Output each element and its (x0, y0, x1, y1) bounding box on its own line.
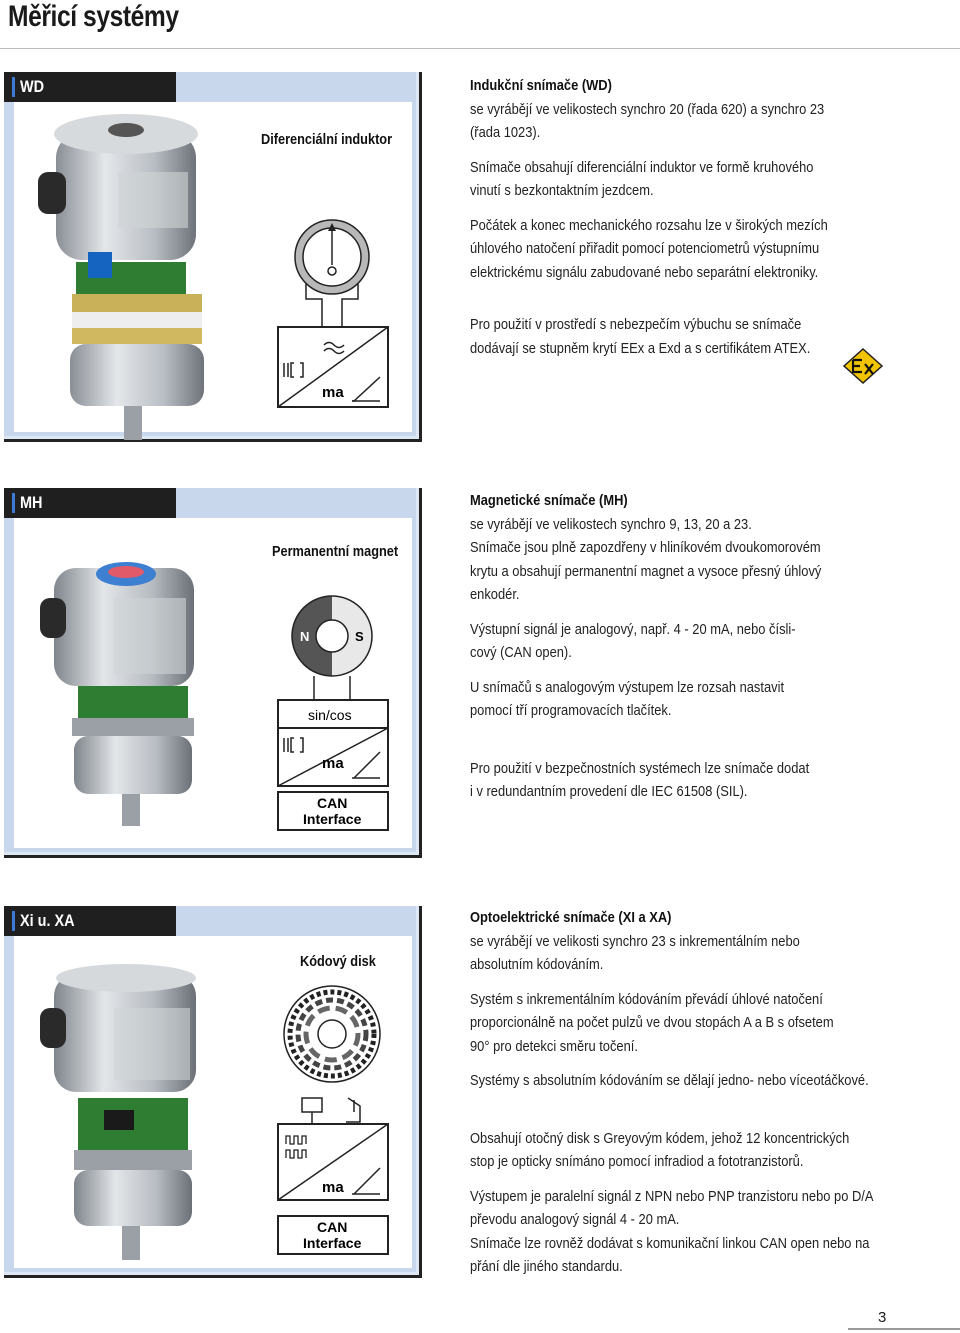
principle-label: Permanentní magnet (272, 543, 399, 560)
paragraph-line: enkodér. (470, 586, 520, 603)
paragraph-line: Snímače obsahují diferenciální induktor ve formě kruhového (470, 158, 814, 176)
heading: Indukční snímače (WD) (470, 77, 612, 94)
paragraph-line: Snímače jsou plně zapozdřeny v hliníkovém dvoukomorovém (470, 539, 821, 556)
south-pole-label: S (355, 629, 364, 644)
paragraph-line: Výstupní signál je analogový, např. 4 - 20 mA, nebo čísli- (470, 620, 796, 638)
paragraph-line: U snímačů s analogovým výstupem lze rozsah nastavit (470, 678, 785, 696)
paragraph-line: absolutním kódováním. (470, 956, 604, 973)
principle-label: Diferenciální induktor (261, 131, 393, 148)
heading: Optoelektrické snímače (XI a XA) (470, 909, 672, 926)
section-tag: Xi u. XA (4, 906, 176, 936)
paragraph-line: Pro použití v bezpečnostních systémech lze snímače dodat (470, 759, 810, 777)
atex-ex-icon (843, 348, 883, 384)
paragraph-line: elektrickému signálu zabudované nebo separátní elektroniky. (470, 263, 819, 281)
principle-label: Kódový disk (300, 953, 376, 970)
paragraph-line: Výstupem je paralelní signál z NPN nebo PNP tranzistoru nebo po D/A (470, 1187, 874, 1205)
sensor-photo-mh (34, 558, 214, 828)
paragraph-line: se vyrábějí ve velikosti synchro 23 s inkrementálním nebo (470, 932, 800, 950)
paragraph-line: dodávají se stupněm krytí EEx a Exd a s certifikátem ATEX. (470, 339, 811, 357)
sincos-label: sin/cos (308, 707, 352, 723)
paragraph-line: (řada 1023). (470, 124, 541, 141)
paragraph-line: Počátek a konec mechanického rozsahu lze v širokých mezích (470, 216, 828, 234)
section-tag: MH (4, 488, 176, 518)
section-xi (4, 906, 422, 1278)
paragraph-line: proporcionálně na počet pulzů ve dvou stopách A a B s ofsetem (470, 1014, 834, 1031)
paragraph-line: přání dle jiného standardu. (470, 1258, 623, 1275)
can-label: CAN (317, 795, 348, 811)
paragraph-line: úhlového natočení přiřadit pomocí potenciometrů výstupnímu (470, 240, 820, 257)
section-text-mh (470, 489, 900, 804)
interface-label: Interface (303, 1235, 362, 1251)
paragraph-line: stop je opticky snímáno pomocí infradiod a fototranzistorů. (470, 1153, 804, 1170)
ma-label: ma (322, 384, 344, 401)
paragraph-line: 90° pro detekci směru točení. (470, 1037, 638, 1055)
north-pole-label: N (300, 629, 310, 644)
page-title: Měřicí systémy (8, 0, 179, 33)
interface-label: Interface (303, 811, 362, 827)
diagram-permanent-magnet (274, 588, 414, 833)
paragraph-line: cový (CAN open). (470, 644, 572, 661)
can-label: CAN (317, 1219, 348, 1235)
diagram-code-disk (274, 972, 414, 1262)
paragraph-line: Systém s inkrementálním kódováním převádí úhlové natočení (470, 990, 823, 1008)
paragraph-line: Snímače lze rovněž dodávat s komunikační linkou CAN open nebo na (470, 1234, 870, 1252)
paragraph-line: Systémy s absolutním kódováním se dělají jedno- nebo víceotáčkové. (470, 1072, 869, 1089)
paragraph-line: převodu analogový signál 4 - 20 mA. (470, 1211, 680, 1228)
heading: Magnetické snímače (MH) (470, 492, 628, 509)
diagram-diff-inductor (274, 157, 414, 417)
ma-label: ma (322, 755, 344, 772)
paragraph-line: Pro použití v prostředí s nebezpečím výbuchu se snímače (470, 316, 802, 333)
ma-label: ma (322, 1179, 344, 1196)
paragraph-line: pomocí tří programovacích tlačítek. (470, 702, 672, 719)
page-number: 3 (878, 1309, 887, 1326)
section-mh (4, 488, 422, 858)
sensor-photo-wd (28, 112, 218, 442)
title-divider (0, 48, 960, 49)
sensor-photo-xi (34, 964, 214, 1264)
paragraph-line: krytu a obsahují permanentní magnet a vysoce přesný úhlový (470, 562, 822, 580)
paragraph-line: Obsahují otočný disk s Greyovým kódem, jehož 12 koncentrických (470, 1129, 850, 1147)
paragraph-line: i v redundantním provedení dle IEC 61508 (SIL). (470, 783, 748, 800)
section-tag: WD (4, 72, 176, 102)
section-wd (4, 72, 422, 442)
paragraph-line: se vyrábějí ve velikostech synchro 9, 13, 20 a 23. (470, 515, 752, 533)
section-text-wd (470, 74, 900, 360)
footer-rule (848, 1328, 960, 1330)
paragraph-line: vinutí s bezkontaktním jezdcem. (470, 182, 654, 199)
paragraph-line: se vyrábějí ve velikostech synchro 20 (řada 620) a synchro 23 (470, 100, 825, 118)
section-text-xi (470, 906, 900, 1279)
